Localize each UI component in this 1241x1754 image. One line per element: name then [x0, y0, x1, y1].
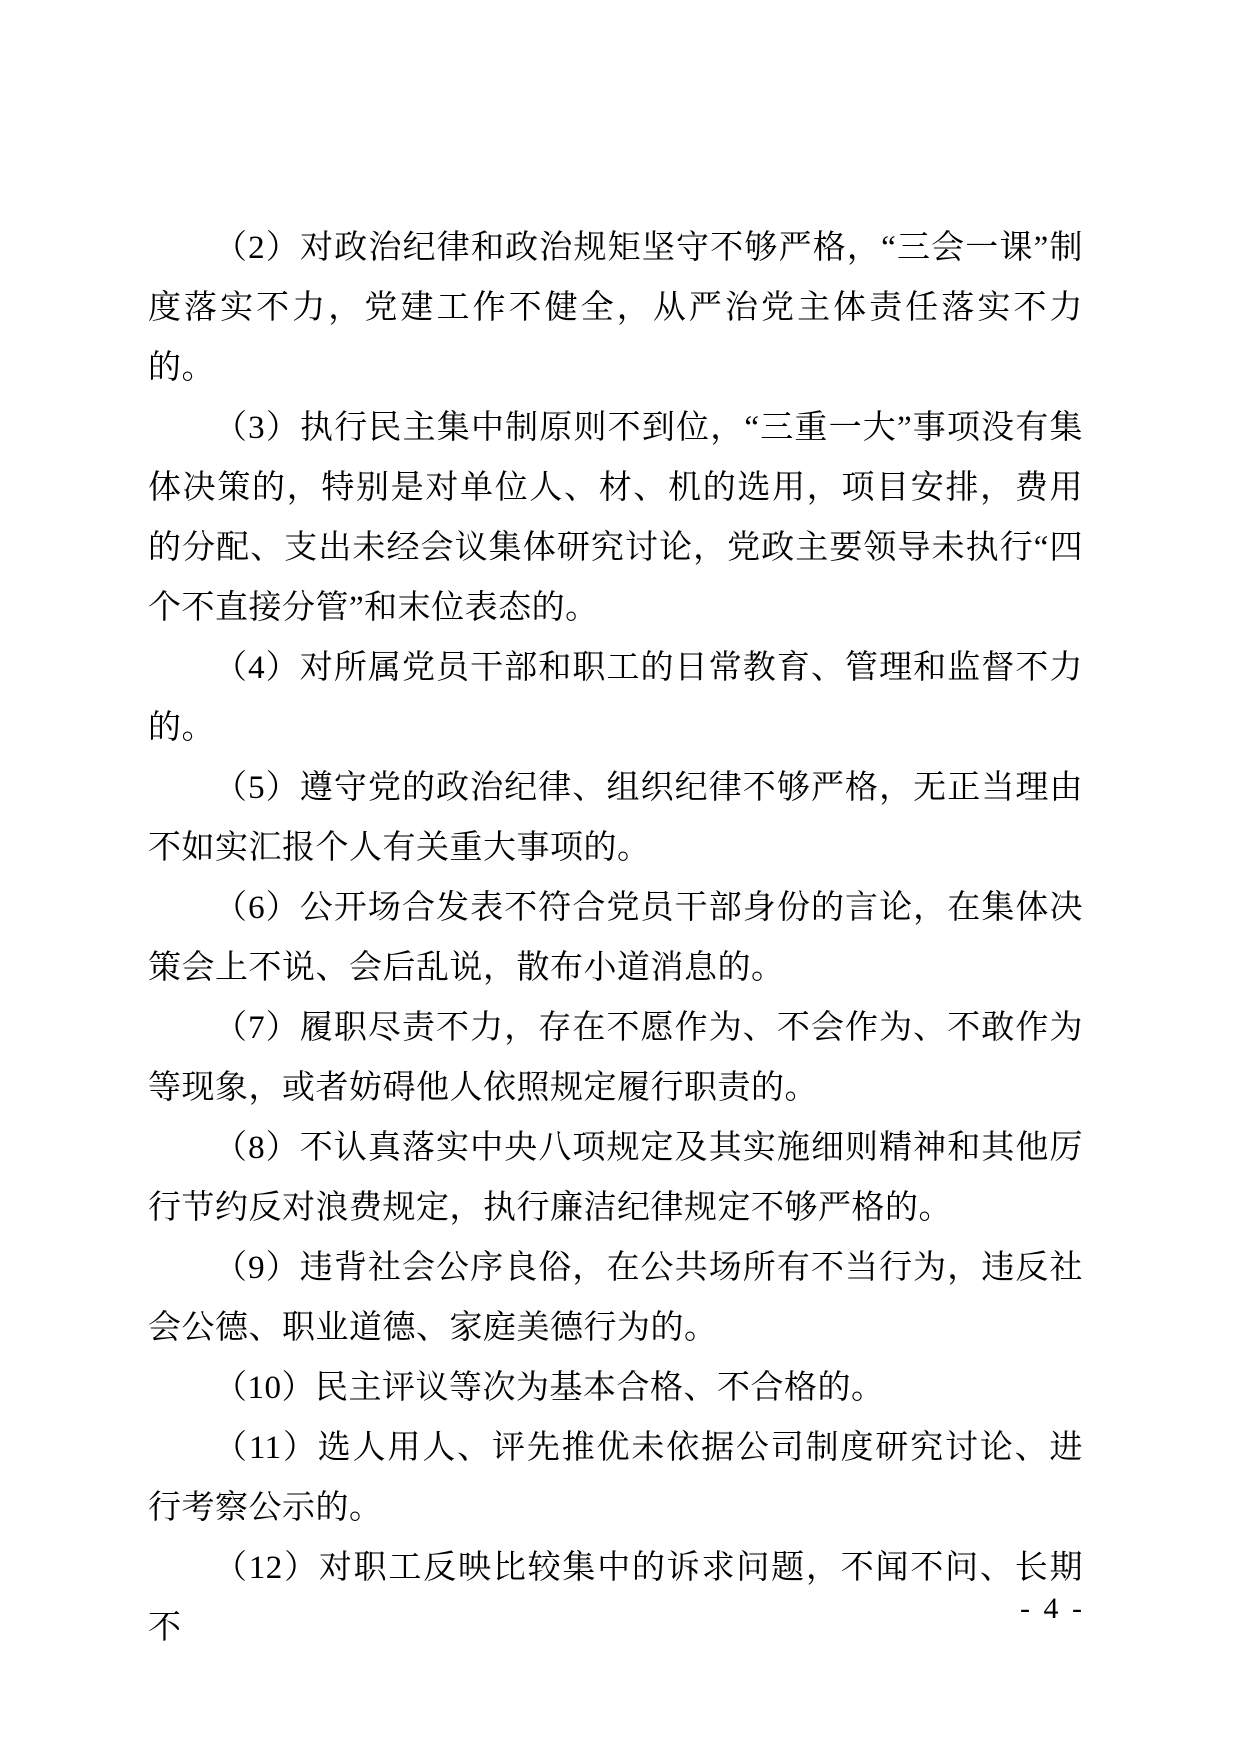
clause-4-paragraph: （4）对所属党员干部和职工的日常教育、管理和监督不力的。: [148, 650, 1083, 746]
clause-2-paragraph: （2）对政治纪律和政治规矩坚守不够严格，“三会一课”制度落实不力，党建工作不健全，从严治党主体责任落实不力的。: [148, 230, 1083, 386]
clause-5-paragraph: （5）遵守党的政治纪律、组织纪律不够严格，无正当理由不如实汇报个人有关重大事项的。: [148, 770, 1083, 866]
clause-12-paragraph: （12）对职工反映比较集中的诉求问题，不闻不问、长期不: [148, 1550, 1083, 1646]
page-number: - 4 -: [1020, 1592, 1085, 1625]
clause-10-paragraph: （10）民主评议等次为基本合格、不合格的。: [214, 1370, 885, 1406]
clause-9-paragraph: （9）违背社会公序良俗，在公共场所有不当行为，违反社会公德、职业道德、家庭美德行为的。: [148, 1250, 1083, 1346]
clause-11-paragraph: （11）选人用人、评先推优未依据公司制度研究讨论、进行考察公示的。: [148, 1430, 1083, 1526]
clause-3-paragraph: （3）执行民主集中制原则不到位，“三重一大”事项没有集体决策的，特别是对单位人、材、机的选用，项目安排，费用的分配、支出未经会议集体研究讨论，党政主要领导未执行“四个不直接分管”和末位表态的。: [148, 410, 1083, 626]
clause-8-paragraph: （8）不认真落实中央八项规定及其实施细则精神和其他厉行节约反对浪费规定，执行廉洁纪律规定不够严格的。: [148, 1130, 1083, 1226]
clause-6-paragraph: （6）公开场合发表不符合党员干部身份的言论，在集体决策会上不说、会后乱说，散布小道消息的。: [148, 890, 1083, 986]
clause-7-paragraph: （7）履职尽责不力，存在不愿作为、不会作为、不敢作为等现象，或者妨碍他人依照规定履行职责的。: [148, 1010, 1083, 1106]
document-body: [148, 218, 1083, 1658]
